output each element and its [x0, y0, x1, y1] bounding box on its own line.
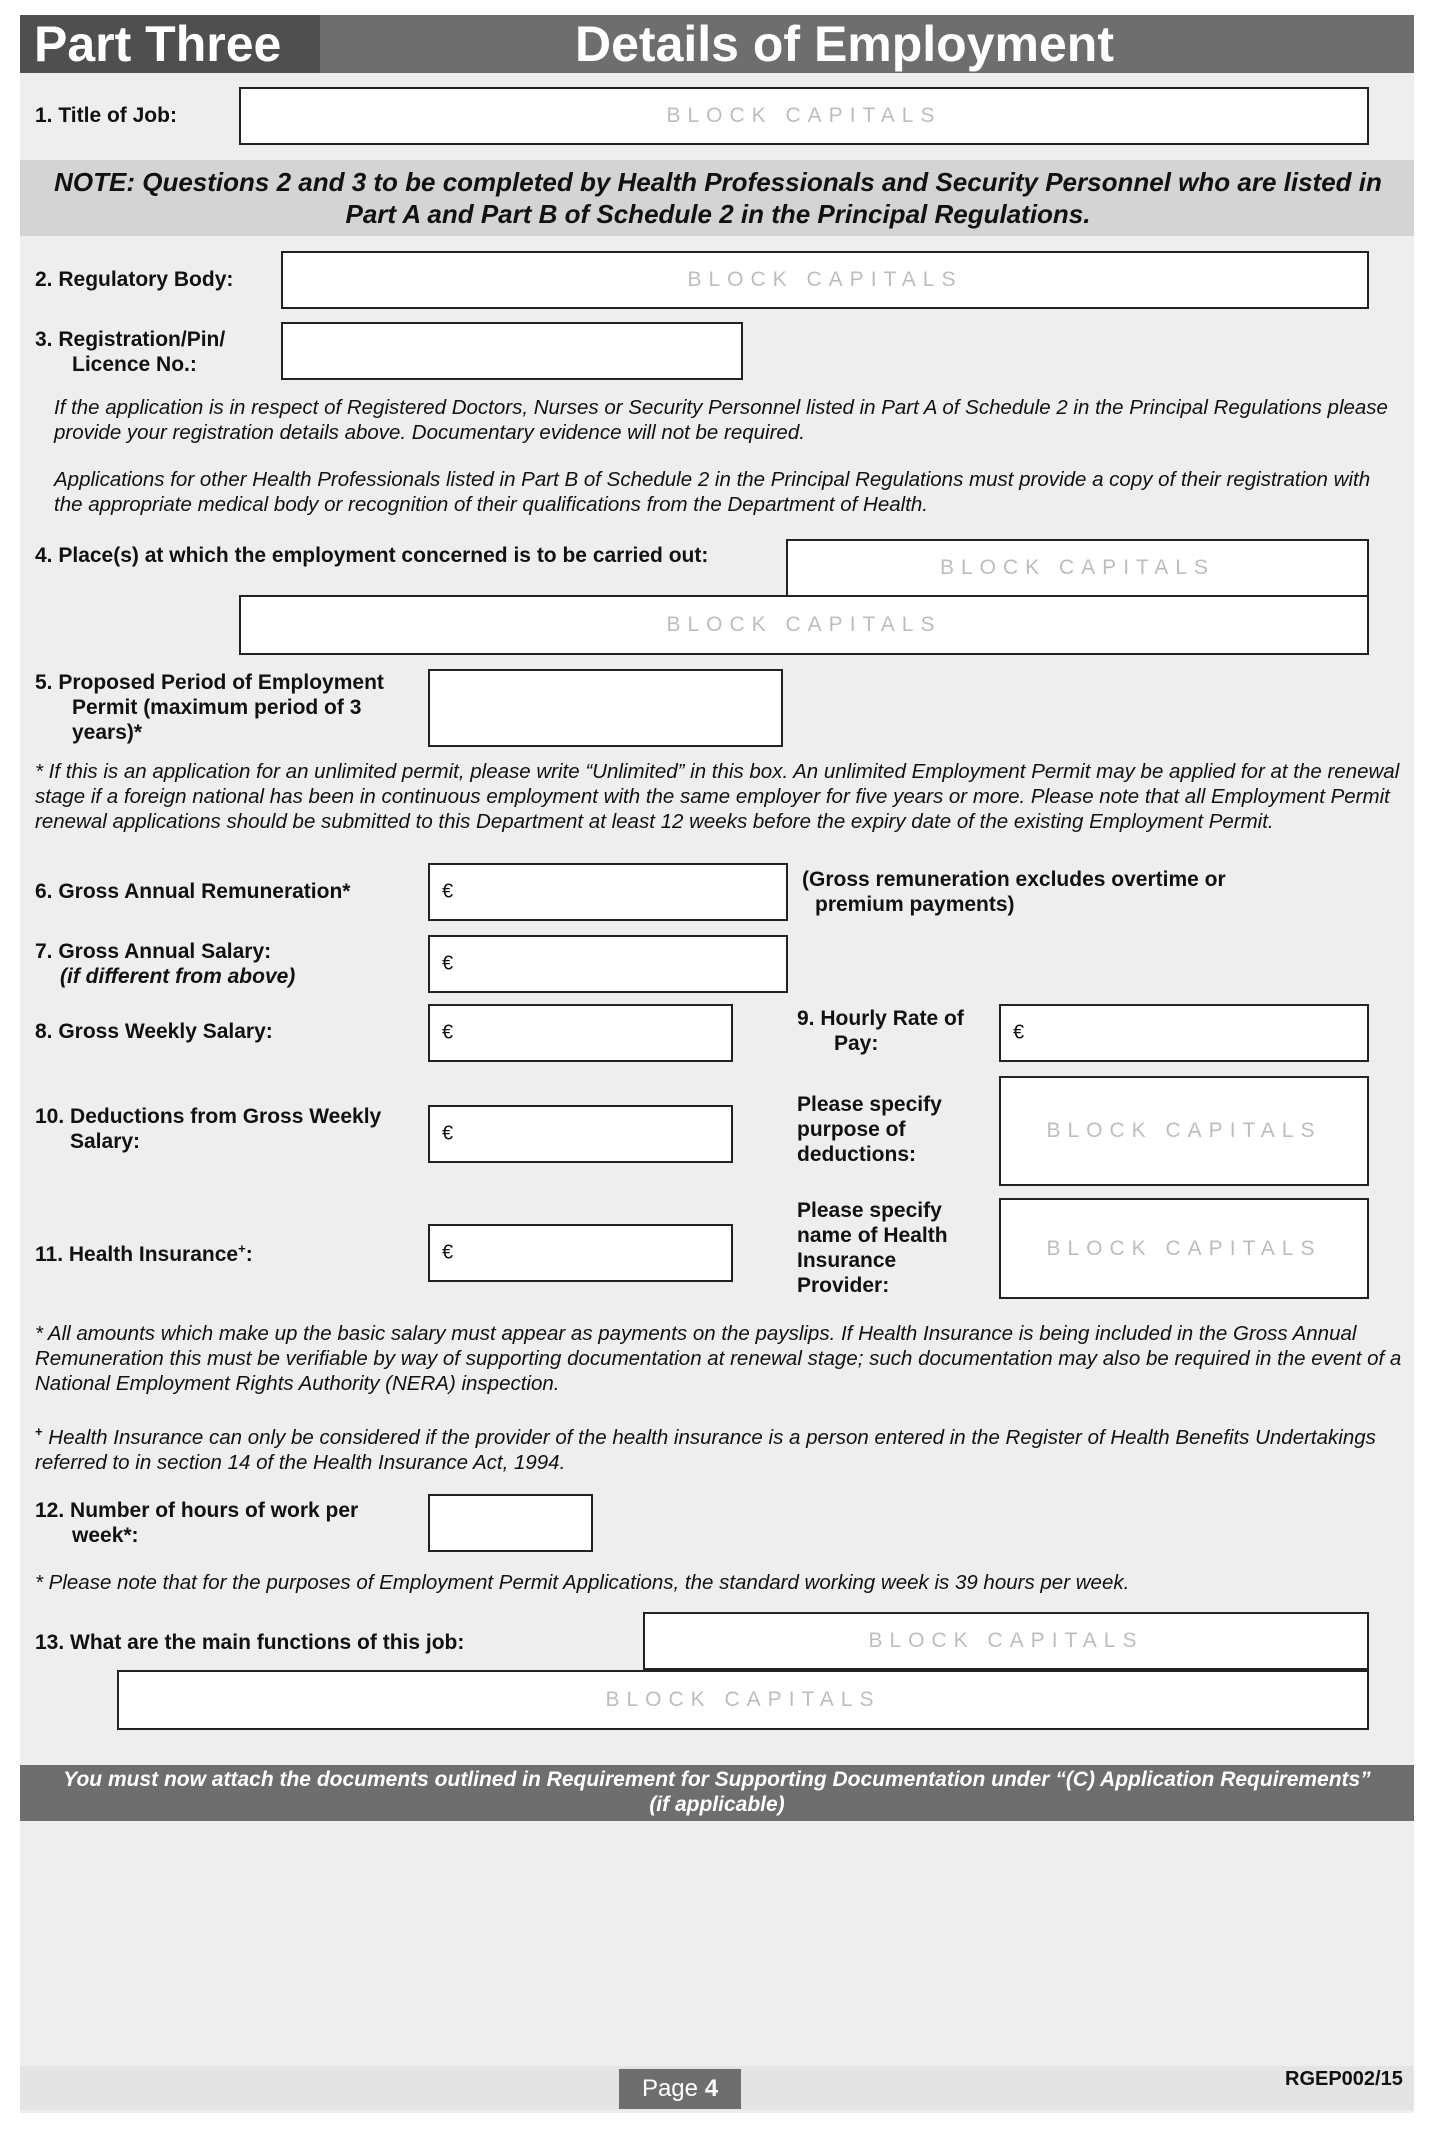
- attach-documents-note: [30, 1767, 1404, 1817]
- block-capitals-placeholder: BLOCK CAPITALS: [666, 104, 942, 127]
- q10-label-line2: Salary:: [70, 1130, 141, 1153]
- block-capitals-placeholder: BLOCK CAPITALS: [666, 613, 942, 636]
- q10-side-line3: deductions:: [797, 1143, 916, 1166]
- part-label: Part Three: [34, 16, 282, 72]
- q5-label-line3: years)*: [72, 721, 143, 744]
- euro-icon: €: [442, 1021, 454, 1044]
- employment-place-field-2[interactable]: [239, 595, 1369, 655]
- q11-label-mark: +: [238, 1241, 246, 1256]
- deductions-field[interactable]: [428, 1105, 733, 1163]
- block-capitals-placeholder: BLOCK CAPITALS: [1046, 1119, 1322, 1142]
- q6-side-line1: (Gross remuneration excludes overtime or: [802, 868, 1226, 891]
- registration-info-2: Applications for other Health Professionals listed in Part B of Schedule 2 in the Principal Regulations must provide a copy of their registration with the appropriate medical body or recognition of their qualifications from the Department of Health.: [54, 468, 1371, 516]
- q5-label-line2: Permit (maximum period of 3: [72, 696, 362, 719]
- q3-label-line1: 3. Registration/Pin/: [35, 328, 226, 351]
- q11-side-line3: Insurance: [797, 1249, 897, 1272]
- q8-label: 8. Gross Weekly Salary:: [35, 1020, 273, 1043]
- q5-label-line1: 5. Proposed Period of Employment: [35, 671, 384, 694]
- euro-icon: €: [1013, 1021, 1025, 1044]
- q6-label: 6. Gross Annual Remuneration*: [35, 880, 351, 903]
- job-functions-field-2[interactable]: [117, 1670, 1369, 1730]
- hours-per-week-field[interactable]: [428, 1494, 593, 1552]
- health-insurance-info-mark: +: [35, 1424, 43, 1439]
- q11-label: [35, 1236, 253, 1267]
- euro-icon: €: [442, 880, 454, 903]
- registration-info-1: If the application is in respect of Registered Doctors, Nurses or Security Personnel listed in Part A of Schedule 2 in the Principal Regulations please provide your registration details above. Documentary evidence will not be required.: [54, 396, 1388, 444]
- attach-documents-line2: (if applicable): [649, 1793, 785, 1816]
- q11-side-line1: Please specify: [797, 1199, 942, 1222]
- block-capitals-placeholder: BLOCK CAPITALS: [868, 1629, 1144, 1652]
- block-capitals-placeholder: BLOCK CAPITALS: [939, 556, 1215, 579]
- standard-week-info: * Please note that for the purposes of Employment Permit Applications, the standard working week is 39 hours per week.: [35, 1571, 1130, 1594]
- q11-label-text: 11. Health Insurance: [35, 1243, 239, 1266]
- q10-side-line1: Please specify: [797, 1093, 942, 1116]
- q7-label-line1: 7. Gross Annual Salary:: [35, 940, 272, 963]
- q11-side-line4: Provider:: [797, 1274, 890, 1297]
- q1-label: 1. Title of Job:: [35, 104, 177, 127]
- q12-label-line2: week*:: [72, 1524, 139, 1547]
- page-number-box: [619, 2069, 741, 2109]
- q3-label-line2: Licence No.:: [72, 353, 197, 376]
- q10-label-line1: 10. Deductions from Gross Weekly: [35, 1105, 382, 1128]
- health-insurance-field[interactable]: [428, 1224, 733, 1282]
- q9-label-line1: 9. Hourly Rate of: [797, 1007, 964, 1030]
- block-capitals-placeholder: BLOCK CAPITALS: [687, 268, 963, 291]
- euro-icon: €: [442, 1122, 454, 1145]
- section-title: Details of Employment: [575, 16, 1114, 72]
- q13-label: 13. What are the main functions of this job:: [35, 1631, 465, 1654]
- q12-label-line1: 12. Number of hours of work per: [35, 1499, 359, 1522]
- unlimited-permit-info: * If this is an application for an unlimited permit, please write “Unlimited” in this box. An unlimited Employment Permit may be applied for at the renewal stage if a foreign national has been in continuous employment with the same employer for five years or more. Please note that all Employment Permit renewal applications should be submitted to this Department at least 12 weeks before the expiry date of the existing Employment Permit.: [35, 760, 1400, 833]
- gross-annual-salary-field[interactable]: [428, 935, 788, 993]
- q4-label: 4. Place(s) at which the employment concerned is to be carried out:: [35, 544, 709, 567]
- q11-side-line2: name of Health: [797, 1224, 948, 1247]
- form-code: RGEP002/15: [1285, 2068, 1403, 2090]
- gross-weekly-salary-field[interactable]: [428, 1004, 733, 1062]
- q7-label-line2: (if different from above): [60, 965, 296, 988]
- euro-icon: €: [442, 1241, 454, 1264]
- payslip-info: * All amounts which make up the basic salary must appear as payments on the payslips. If Health Insurance is being included in the Gross Annual Remuneration this must be verifiable by way of supporting documentation at renewal stage; such documentation may also be required in the event of a National Employment Rights Authority (NERA) inspection.: [35, 1322, 1402, 1395]
- q6-side-line2: premium payments): [815, 893, 1015, 916]
- q10-side-line2: purpose of: [797, 1118, 906, 1141]
- q11-label-end: :: [245, 1243, 253, 1266]
- employment-period-field[interactable]: [428, 669, 783, 747]
- registration-number-field[interactable]: [281, 322, 743, 380]
- page-word: Page: [641, 2075, 699, 2102]
- job-functions-field-1[interactable]: [643, 1612, 1369, 1670]
- hourly-rate-field[interactable]: [999, 1004, 1369, 1062]
- euro-icon: €: [442, 952, 454, 975]
- employment-place-field-1[interactable]: [786, 539, 1369, 597]
- q2-label: 2. Regulatory Body:: [35, 268, 234, 291]
- regulatory-body-field[interactable]: [281, 251, 1369, 309]
- health-insurance-provider-field[interactable]: [999, 1198, 1369, 1299]
- note-text: NOTE: Questions 2 and 3 to be completed by Health Professionals and Security Personnel who are listed in Part A and Part B of Schedule 2 in the Principal Regulations.: [54, 167, 1382, 229]
- page-number: 4: [704, 2075, 719, 2102]
- health-insurance-info-text: Health Insurance can only be considered if the provider of the health insurance is a person entered in the Register of Health Benefits Undertakings referred to in section 14 of the Health Insurance Act, 1994.: [35, 1425, 1376, 1474]
- deductions-purpose-field[interactable]: [999, 1076, 1369, 1186]
- job-title-field[interactable]: [239, 87, 1369, 145]
- gross-annual-remuneration-field[interactable]: [428, 863, 788, 921]
- attach-documents-line1: You must now attach the documents outlined in Requirement for Supporting Documentation under “(C) Application Requirements”: [63, 1768, 1371, 1791]
- block-capitals-placeholder: BLOCK CAPITALS: [605, 1688, 881, 1711]
- block-capitals-placeholder: BLOCK CAPITALS: [1046, 1236, 1322, 1260]
- q9-label-line2: Pay:: [834, 1032, 879, 1055]
- health-insurance-info: [35, 1419, 1405, 1475]
